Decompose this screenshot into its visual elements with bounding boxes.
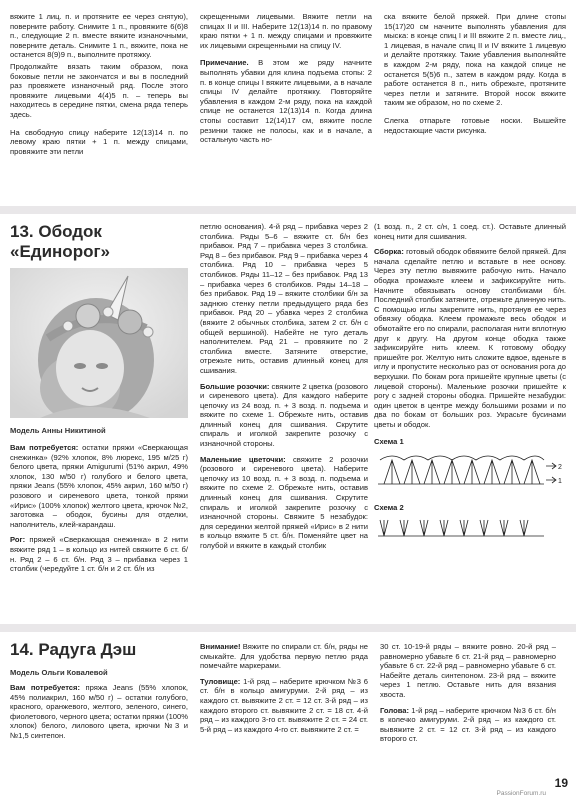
paragraph: Продолжайте вязать таким образом, пока боковые петли не закончатся и вы в последний раз провяжете изнаночный ряд. После этого провяжите лицевыми 4(4)5 п. – теперь вы находитесь в середине пятки, смена ряда теперь здесь. xyxy=(10,61,188,119)
top-column-3 xyxy=(384,12,566,137)
column-2 xyxy=(200,642,368,736)
small-flowers-paragraph: Маленькие цветочки: свяжите 2 розочки (розового и сиреневого цвета). Наберите цепочку из 10 возд. п. + 3 возд. п. подъема и вяжите по схеме 2. Обрежьте нить, оставив длинный конец для сшивания. Скрутите спираль и иголкой закрепите розочку с изнаночной стороны. Свяжите 5 незабудок: для серединки желтой пряжей «Ирис» в 2 нити в кольцо вяжите 5 ст. б/н. Поменяйте цвет на голубой и вяжите в каждый столбик xyxy=(200,454,368,550)
column-1 xyxy=(10,426,188,576)
column-2 xyxy=(200,222,368,553)
warning-paragraph: Внимание! Вяжите по спирали ст. б/н, ряды не смыкайте. Для удобства первую петлю ряда помечайте маркерами. xyxy=(200,642,368,671)
top-column-1 xyxy=(10,12,188,158)
roses-label: Большие розочки: xyxy=(200,381,270,391)
model-credit: Модель Анны Никитиной xyxy=(10,426,106,435)
svg-text:2: 2 xyxy=(558,464,562,472)
column-1 xyxy=(10,668,188,743)
previous-article-continuation xyxy=(0,0,576,206)
watermark-text: PassionForum.ru xyxy=(496,790,546,797)
svg-text:1: 1 xyxy=(558,478,562,486)
small-flowers-label: Маленькие цветочки: xyxy=(200,454,286,464)
section-divider xyxy=(0,206,576,214)
materials-paragraph: Вам потребуется: пряжа Jeans (55% хлопок, 45% полиакрил, 160 м/50 г) – остатки голубого, красного, оранжевого, желтого, зеленого, синего, фиолетового, черного цвета; остатки пряжи (100% хлопок) белого, лилового цвета, крючки №3 и №1,5 синтепон. xyxy=(10,683,189,740)
article-title: 14. Радуга Дэш xyxy=(10,640,137,659)
materials-paragraph: Вам потребуется: остатки пряжи «Сверкающая снежинка» (92% хлопок, 8% люрекс, 195 м/25 г) белого цвета, пряжи Amigurumi (51% акрил, 49% хлопок, 130 м/50 г) голубого и белого цвета, пряжи Jeans (55% хлопок, 45% акрил, 160 м/50 г) розового и сиреневого цвета, тонкой пряжи «Ирис» (100% хлопок) желтого цвета, крючок №2, заготовка – ободок, бусины для отделки, наполнитель, клей-карандаш. xyxy=(10,443,189,529)
scheme-2-diagram xyxy=(374,512,566,542)
note-paragraph xyxy=(200,58,372,144)
scheme-2-label: Схема 2 xyxy=(374,503,404,513)
scheme-1-diagram xyxy=(374,446,566,494)
article-14 xyxy=(0,632,576,800)
materials-label: Вам потребуется: xyxy=(10,443,79,452)
section-divider xyxy=(0,624,576,632)
materials-label: Вам потребуется: xyxy=(10,683,80,692)
head-paragraph: Голова: 1-й ряд – наберите крючком №3 6 ст. б/н в колечко амигуруми. 2-й ряд – из каждого ст. вывяжите 2 ст. = 12 ст. 3-й ряд – из каждого второго ст. xyxy=(380,705,556,744)
column-3 xyxy=(374,222,566,547)
article-13 xyxy=(0,214,576,624)
paragraph: Слегка отпарьте готовые носки. Вышейте недостающие части рисунка. xyxy=(384,115,566,135)
note-text: В этом же ряду начните выполнять убавки для клина подъема стопы: 2 п. в конце спицы I вяжите лицевыми, а в начале спицы IV делайте протяжку. Повторяйте убавления в каждом 2-м ряду, пока на каждой спице не останется 12(13)14 п. Когда длина стопы составит 12(14)17 см, вяжите после резинки также не полосы, как и в начале, а остальную часть но- xyxy=(200,58,372,145)
paragraph: 30 ст. 10-19-й ряды – вяжите ровно. 20-й ряд – равномерно убавьте 6 ст. 21-й ряд – равномерно убавьте 6 ст. 22-й ряд – равномерно убавьте 6 ст. Набейте деталь синтепоном. 23-й ряд – вяжите через 1 петлю. Оставьте нить для вязания хвоста. xyxy=(380,642,556,699)
article-title: 13. Ободок «Единорог» xyxy=(10,222,110,261)
roses-paragraph: Большие розочки: свяжите 2 цветка (розового и сиреневого цвета). Для каждого наберите цепочку из 24 возд. п. + 3 возд. п. подъема и вяжите по схеме 1. Обрежьте нить, оставив длинный конец для сшивания. Скрутите спираль и иголкой закрепите розочку с изнаночной стороны. xyxy=(200,381,368,449)
assembly-paragraph: Сборка: готовый ободок обвяжите белой пряжей. Для начала сделайте петлю и вставьте в нее основу. Через эту петлю вывяжите рабочую нить. Начало ободка промажьте клеем и зафиксируйте нить. Начните обвязывать основу столбиками б/н. Последний столбик затяните, отрежьте длинную нить. С помощью иглы закрепите нить, протянув ее через обвязку ободка. Клеем промажьте весь ободок и обмотайте его по спирали, располагая нити вплотную друг к другу. На другом конце ободка также зафиксируйте нить клеем. К готовому ободку пришейте рог. Желтую нить сложите вдвое, вденьте в иглу и пропустите несколько раз от основания рога до верхушки. По бокам рога пришейте крупные цветы (с лицевой стороны). Маленькие розочки пришейте к рогу с задней стороны ободка. Пришейте незабудки: один цветок в центре между большими розами и по два по бокам от больших роз. Украсьте бусинами цветы и ободок. xyxy=(374,247,566,429)
warning-label: Внимание! xyxy=(200,642,241,651)
paragraph: вяжите 1 лиц. п. и протяните ее через снятую), поверните работу. Снимите 1 п., провяжите 6(6)8 п., следующие 2 п. вместе вяжите изнаночными, поверните деталь. Снимите 1 п., вяжите, пока не останется 8(9)9 п., выполните протяжку. xyxy=(10,12,188,60)
photo-girl-with-unicorn-headband xyxy=(10,268,188,418)
paragraph: ска вяжите белой пряжей. При длине стопы 15(17)20 см начните выполнять убавления для мыска: в конце спиц I и III вяжите 2 п. вместе лиц., 1 лицевая, в начале спиц II и IV вяжите 1 лицевую и делайте протяжку. Такие убавления выполняйте в каждом 2-м ряду, пока на каждой спице не останется 5(5)6 п., затем в каждом ряду. Когда в работе останется 8 п., нить обрежьте, протяните через петли и затяните. Второй носок вяжите таким же образом, но по схеме 2. xyxy=(384,12,566,108)
horn-paragraph: Рог: пряжей «Сверкающая снежинка» в 2 нити вяжите ряд 1 – в кольцо из нитей свяжите 6 ст. б/н. Ряд 2 – 6 ст. б/н. Ряд 3 – прибавка через 1 столбик (чередуйте 1 ст. б/н и 2 ст. б/н из xyxy=(10,535,188,574)
assembly-label: Сборка: xyxy=(374,247,404,257)
note-label: Примечание. xyxy=(200,58,249,68)
model-credit: Модель Ольги Ковалевой xyxy=(10,668,108,677)
paragraph: (1 возд. п., 2 ст. с/н, 1 соед. ст.). Оставьте длинный конец нити для сшивания. xyxy=(374,222,566,241)
paragraph: скрещенными лицевыми. Вяжите петли на спицах II и III. Наберите 12(13)14 п. по правому краю пятки + 1 п. между спицами и провяжите их лицевыми скрещенными на спицу IV. xyxy=(200,12,372,50)
column-3 xyxy=(380,642,556,746)
scheme-1-label: Схема 1 xyxy=(374,437,404,447)
torso-paragraph: Туловище: 1-й ряд – наберите крючком №3 6 ст. б/н в кольцо амигуруми. 2-й ряд – из каждого ст. вывяжите 2 ст. = 12 ст. 3-й ряд – из каждого второго ст. вывяжите 2 ст. = 18 ст. 4-й ряд – из каждого 3-го ст. вывяжите 2 ст. = 24 ст. 5-й ряд – из каждого 4-го ст. вывяжите 2 ст. = xyxy=(200,676,368,734)
top-column-2 xyxy=(200,12,372,147)
torso-label: Туловище: xyxy=(200,676,241,686)
paragraph: На свободную спицу наберите 12(13)14 п. по левому краю пятки + 1 п. между спицами, провяжите эти петли xyxy=(10,127,188,156)
horn-label: Рог: xyxy=(10,535,26,545)
page-number: 19 xyxy=(554,776,568,790)
head-label: Голова: xyxy=(380,705,410,715)
paragraph: петлю основания). 4-й ряд – прибавка через 2 столбика. Ряды 5–6 – вяжите ст. б/н без прибавок. Ряд 7 – прибавка через 3 столбика. Ряд 8 – без прибавок. Ряд 9 – прибавка через 4 столбика. Ряд 10 – прибавка через 5 столбиков. Ряды 11–12 – без прибавок. Ряд 13 – прибавка через 6 столбиков. Ряды 14–18 – без прибавок. Ряд 19 – вяжите столбики б/н за заднюю стенку петли предыдущего ряда без прибавок. Ряд 20 – убавка через 2 столбика (вяжите 2 обычных столбика, затем 2 ст. б/н с общей вершиной). Набейте не туго деталь наполнителем. Ряд 21 – провяжите по 2 столбика вместе. Затяните отверстие, отрежьте нить, оставив длинный конец для сшивания. xyxy=(200,222,368,375)
